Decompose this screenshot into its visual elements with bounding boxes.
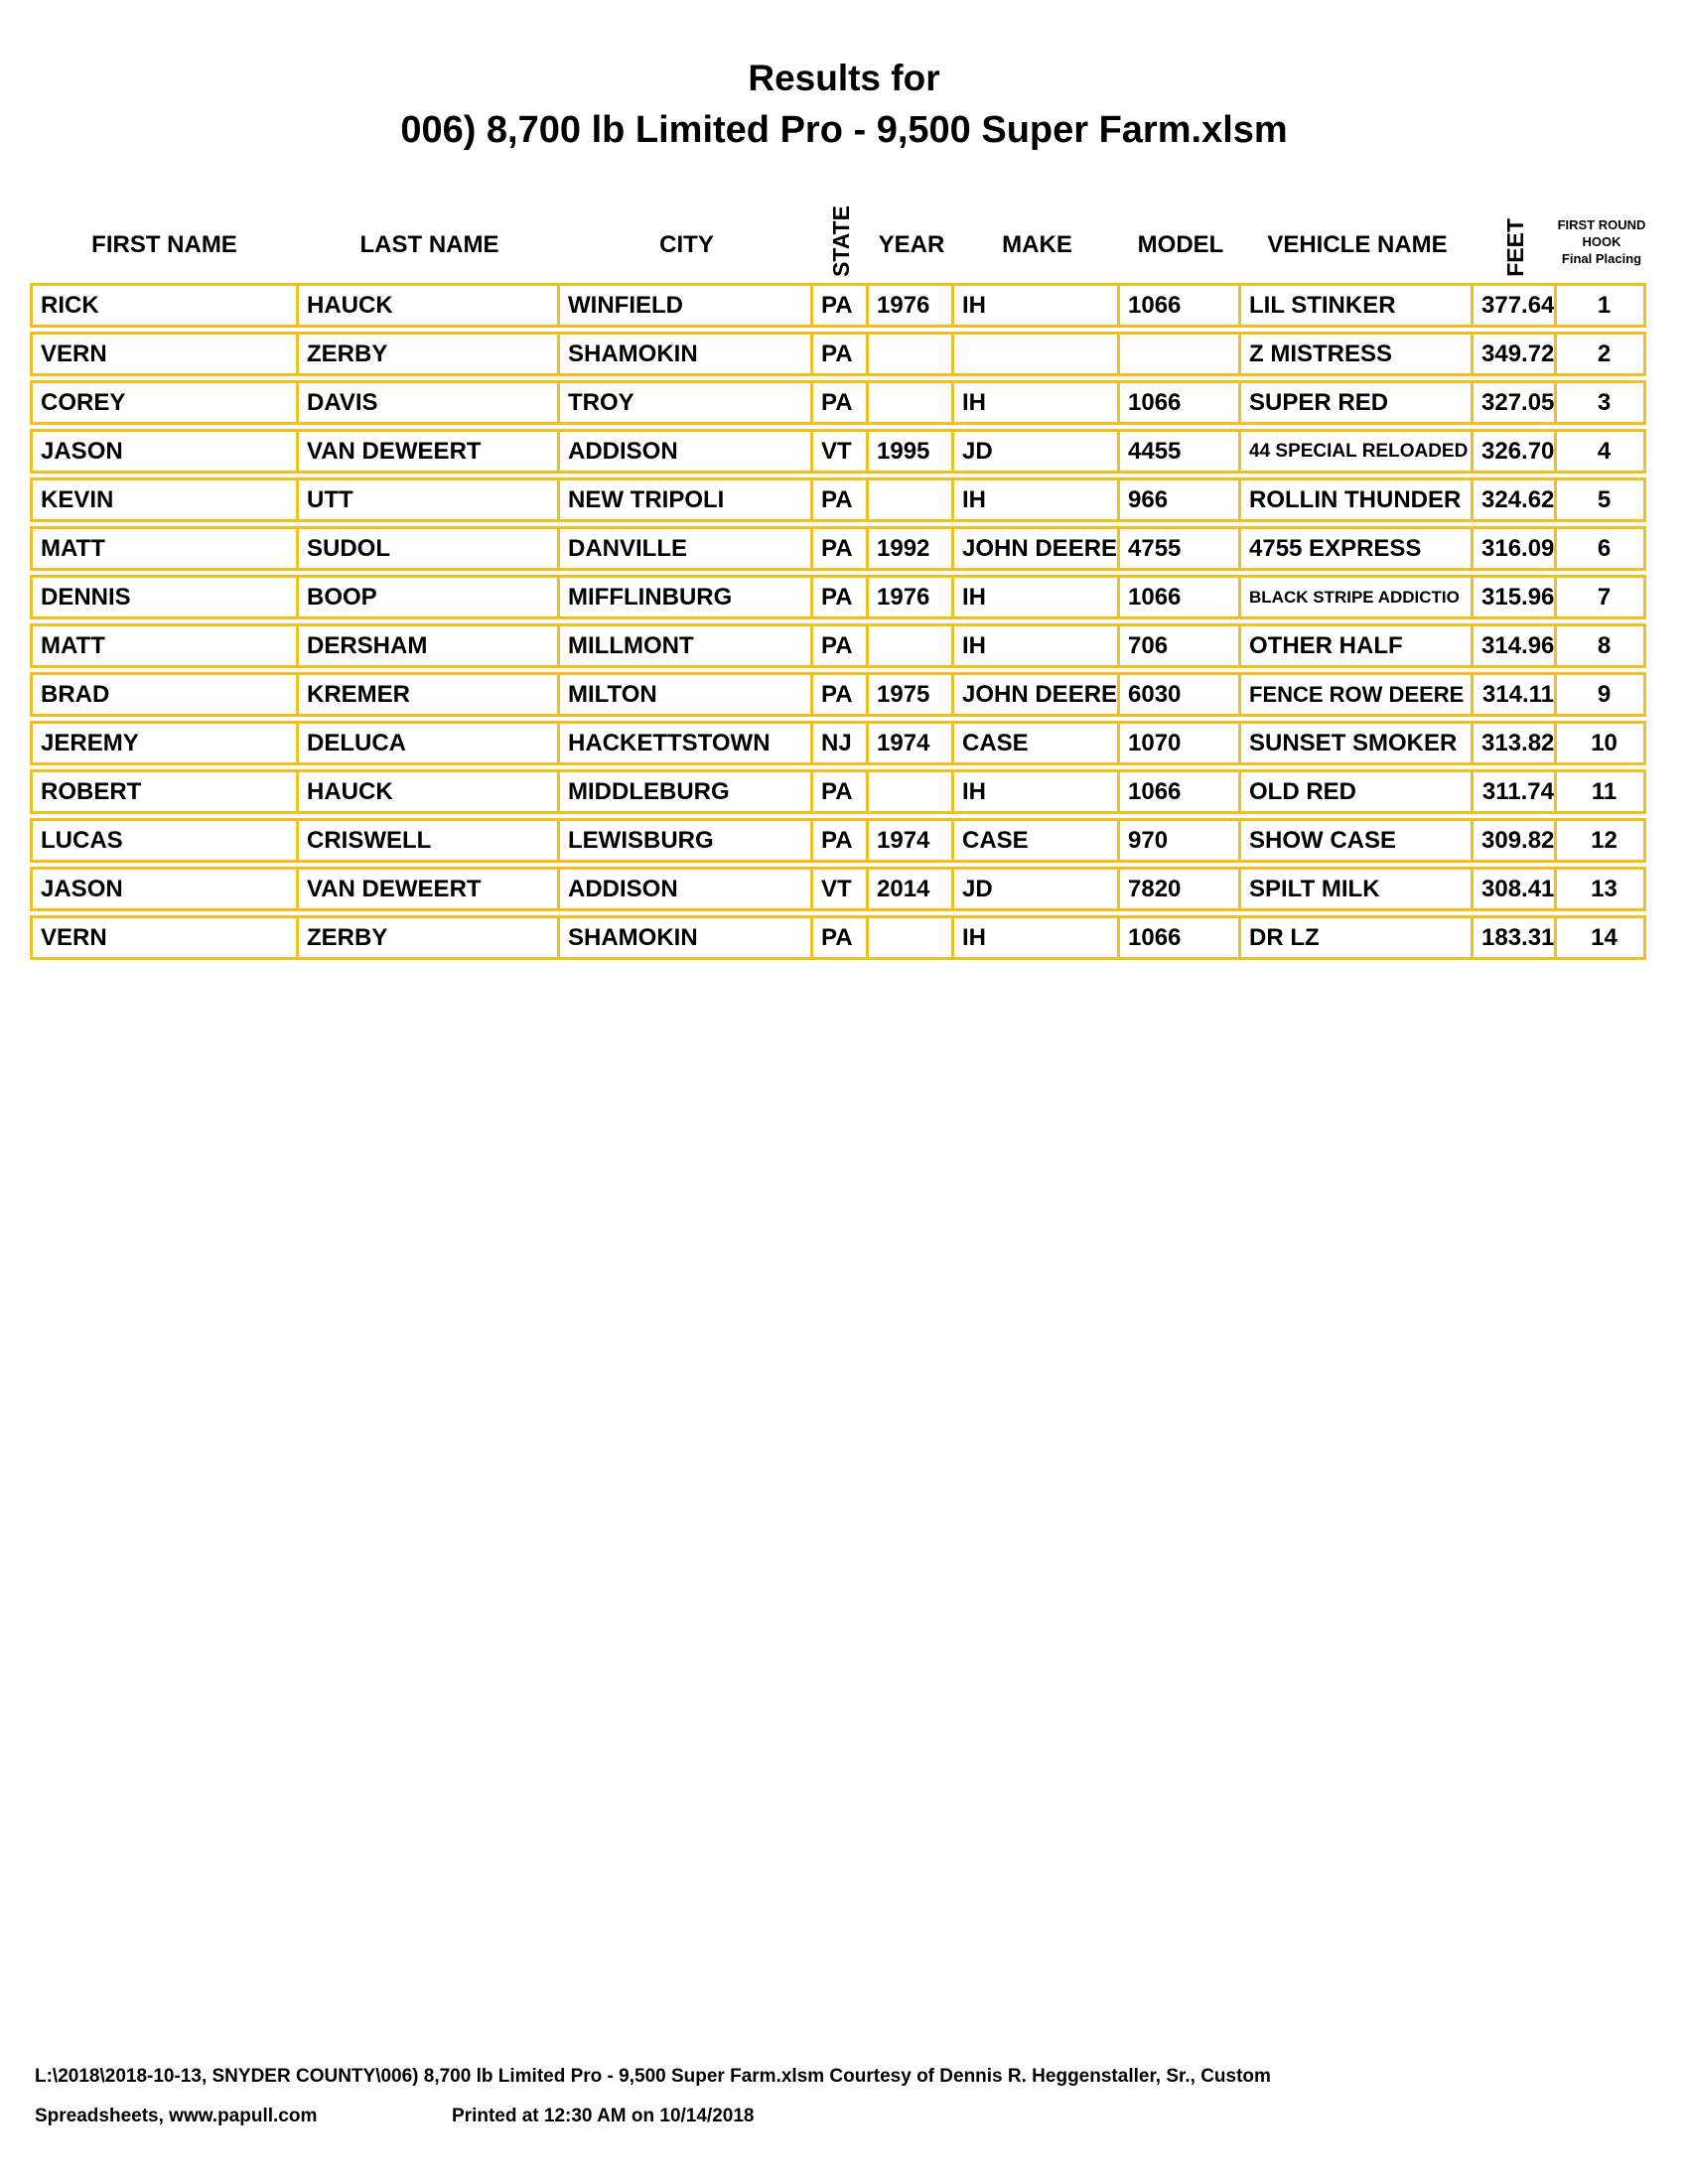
cell-placing: 1 bbox=[1557, 283, 1646, 328]
cell-first_name: JEREMY bbox=[30, 721, 299, 765]
cell-city: TROY bbox=[560, 380, 813, 425]
cell-city: ADDISON bbox=[560, 867, 813, 911]
cell-feet: 314.96 bbox=[1474, 623, 1557, 668]
cell-first_name: LUCAS bbox=[30, 818, 299, 863]
cell-feet: 183.31 bbox=[1474, 915, 1557, 960]
cell-year: 1995 bbox=[869, 429, 954, 474]
cell-make bbox=[954, 332, 1120, 376]
cell-feet: 324.62 bbox=[1474, 478, 1557, 522]
cell-year bbox=[869, 380, 954, 425]
cell-make: JD bbox=[954, 867, 1120, 911]
cell-first_name: JASON bbox=[30, 867, 299, 911]
cell-last_name: KREMER bbox=[299, 672, 560, 717]
cell-state: PA bbox=[813, 672, 869, 717]
table-row bbox=[30, 915, 1646, 960]
cell-model: 1070 bbox=[1120, 721, 1241, 765]
header-make bbox=[954, 231, 1120, 279]
table-row bbox=[30, 575, 1646, 619]
cell-first_name: COREY bbox=[30, 380, 299, 425]
page-footer bbox=[35, 2057, 1623, 2136]
header-label: LAST NAME bbox=[359, 231, 499, 258]
cell-city: WINFIELD bbox=[560, 283, 813, 328]
cell-last_name: DELUCA bbox=[299, 721, 560, 765]
cell-city: SHAMOKIN bbox=[560, 915, 813, 960]
cell-last_name: CRISWELL bbox=[299, 818, 560, 863]
cell-state: PA bbox=[813, 818, 869, 863]
cell-last_name: VAN DEWEERT bbox=[299, 429, 560, 474]
cell-feet: 309.82 bbox=[1474, 818, 1557, 863]
cell-year bbox=[869, 769, 954, 814]
cell-vehicle_name: 4755 EXPRESS bbox=[1241, 526, 1474, 571]
cell-state: PA bbox=[813, 526, 869, 571]
cell-model: 1066 bbox=[1120, 915, 1241, 960]
header-placing bbox=[1557, 216, 1646, 279]
cell-city: HACKETTSTOWN bbox=[560, 721, 813, 765]
cell-placing: 12 bbox=[1557, 818, 1646, 863]
cell-vehicle_name: OTHER HALF bbox=[1241, 623, 1474, 668]
cell-model: 4755 bbox=[1120, 526, 1241, 571]
header-year bbox=[869, 231, 954, 279]
header-label: CITY bbox=[659, 231, 714, 258]
cell-last_name: VAN DEWEERT bbox=[299, 867, 560, 911]
cell-make: IH bbox=[954, 478, 1120, 522]
cell-model bbox=[1120, 332, 1241, 376]
cell-vehicle_name: SUNSET SMOKER bbox=[1241, 721, 1474, 765]
header-first-name bbox=[30, 231, 299, 279]
cell-state: PA bbox=[813, 915, 869, 960]
cell-last_name: HAUCK bbox=[299, 283, 560, 328]
cell-first_name: ROBERT bbox=[30, 769, 299, 814]
cell-year: 2014 bbox=[869, 867, 954, 911]
cell-last_name: DAVIS bbox=[299, 380, 560, 425]
results-grid bbox=[30, 279, 1646, 964]
cell-feet: 311.74 bbox=[1474, 769, 1557, 814]
footer-path-line: L:\2018\2018-10-13, SNYDER COUNTY\006) 8,700 lb Limited Pro - 9,500 Super Farm.xlsm Courtesy of Dennis R. Heggenstaller, Sr., Custom bbox=[35, 2066, 1271, 2087]
cell-make: IH bbox=[954, 283, 1120, 328]
cell-vehicle_name: ROLLIN THUNDER bbox=[1241, 478, 1474, 522]
cell-first_name: BRAD bbox=[30, 672, 299, 717]
header-label: MAKE bbox=[1002, 231, 1072, 258]
table-row bbox=[30, 283, 1646, 328]
cell-first_name: MATT bbox=[30, 623, 299, 668]
cell-city: ADDISON bbox=[560, 429, 813, 474]
table-row bbox=[30, 818, 1646, 863]
header-label: MODEL bbox=[1137, 231, 1224, 258]
cell-city: MIFFLINBURG bbox=[560, 575, 813, 619]
cell-last_name: UTT bbox=[299, 478, 560, 522]
cell-vehicle_name: SUPER RED bbox=[1241, 380, 1474, 425]
cell-first_name: RICK bbox=[30, 283, 299, 328]
cell-feet: 308.41 bbox=[1474, 867, 1557, 911]
header-model bbox=[1120, 231, 1241, 279]
cell-city: LEWISBURG bbox=[560, 818, 813, 863]
cell-placing: 10 bbox=[1557, 721, 1646, 765]
cell-model: 6030 bbox=[1120, 672, 1241, 717]
page-subtitle: 006) 8,700 lb Limited Pro - 9,500 Super Farm.xlsm bbox=[400, 109, 1288, 151]
cell-feet: 314.11 bbox=[1474, 672, 1557, 717]
cell-year: 1976 bbox=[869, 575, 954, 619]
cell-make: CASE bbox=[954, 721, 1120, 765]
results-table bbox=[30, 189, 1646, 964]
cell-first_name: MATT bbox=[30, 526, 299, 571]
cell-year: 1974 bbox=[869, 818, 954, 863]
cell-state: PA bbox=[813, 769, 869, 814]
cell-last_name: ZERBY bbox=[299, 915, 560, 960]
cell-last_name: BOOP bbox=[299, 575, 560, 619]
cell-city: MILTON bbox=[560, 672, 813, 717]
cell-feet: 313.82 bbox=[1474, 721, 1557, 765]
cell-city: NEW TRIPOLI bbox=[560, 478, 813, 522]
cell-vehicle_name: Z MISTRESS bbox=[1241, 332, 1474, 376]
table-row bbox=[30, 623, 1646, 668]
table-row bbox=[30, 429, 1646, 474]
cell-feet: 327.05 bbox=[1474, 380, 1557, 425]
cell-placing: 3 bbox=[1557, 380, 1646, 425]
cell-model: 1066 bbox=[1120, 283, 1241, 328]
cell-state: VT bbox=[813, 867, 869, 911]
header-label: YEAR bbox=[878, 231, 945, 258]
cell-state: PA bbox=[813, 332, 869, 376]
cell-vehicle_name: FENCE ROW DEERE bbox=[1241, 672, 1474, 717]
cell-placing: 8 bbox=[1557, 623, 1646, 668]
cell-city: DANVILLE bbox=[560, 526, 813, 571]
cell-state: NJ bbox=[813, 721, 869, 765]
footer-website: Spreadsheets, www.papull.com bbox=[35, 2106, 318, 2126]
cell-vehicle_name: 44 SPECIAL RELOADED bbox=[1241, 429, 1474, 474]
cell-vehicle_name: DR LZ bbox=[1241, 915, 1474, 960]
cell-year bbox=[869, 332, 954, 376]
cell-year: 1974 bbox=[869, 721, 954, 765]
cell-make: IH bbox=[954, 575, 1120, 619]
cell-first_name: DENNIS bbox=[30, 575, 299, 619]
cell-city: SHAMOKIN bbox=[560, 332, 813, 376]
cell-vehicle_name: BLACK STRIPE ADDICTIO bbox=[1241, 575, 1474, 619]
cell-last_name: SUDOL bbox=[299, 526, 560, 571]
cell-make: IH bbox=[954, 623, 1120, 668]
cell-feet: 326.70 bbox=[1474, 429, 1557, 474]
cell-city: MIDDLEBURG bbox=[560, 769, 813, 814]
cell-make: IH bbox=[954, 380, 1120, 425]
cell-year bbox=[869, 915, 954, 960]
cell-model: 4455 bbox=[1120, 429, 1241, 474]
cell-model: 966 bbox=[1120, 478, 1241, 522]
cell-vehicle_name: SHOW CASE bbox=[1241, 818, 1474, 863]
header-state bbox=[813, 205, 869, 279]
cell-placing: 5 bbox=[1557, 478, 1646, 522]
cell-make: IH bbox=[954, 769, 1120, 814]
cell-vehicle_name: LIL STINKER bbox=[1241, 283, 1474, 328]
cell-make: JOHN DEERE bbox=[954, 526, 1120, 571]
table-row bbox=[30, 526, 1646, 571]
cell-state: PA bbox=[813, 380, 869, 425]
table-row bbox=[30, 867, 1646, 911]
header-placing-lines bbox=[1558, 216, 1646, 279]
header-feet bbox=[1474, 218, 1557, 279]
cell-last_name: HAUCK bbox=[299, 769, 560, 814]
cell-placing: 13 bbox=[1557, 867, 1646, 911]
cell-placing: 6 bbox=[1557, 526, 1646, 571]
table-row bbox=[30, 478, 1646, 522]
cell-first_name: VERN bbox=[30, 915, 299, 960]
cell-last_name: DERSHAM bbox=[299, 623, 560, 668]
header-vehicle-name bbox=[1241, 231, 1474, 279]
cell-model: 1066 bbox=[1120, 575, 1241, 619]
page-title: Results for bbox=[748, 58, 940, 98]
cell-state: PA bbox=[813, 478, 869, 522]
cell-first_name: VERN bbox=[30, 332, 299, 376]
cell-year: 1975 bbox=[869, 672, 954, 717]
cell-vehicle_name: SPILT MILK bbox=[1241, 867, 1474, 911]
cell-placing: 4 bbox=[1557, 429, 1646, 474]
table-row bbox=[30, 672, 1646, 717]
cell-year: 1992 bbox=[869, 526, 954, 571]
header-city bbox=[560, 231, 813, 279]
table-row bbox=[30, 769, 1646, 814]
cell-placing: 7 bbox=[1557, 575, 1646, 619]
header-label: Final Placing bbox=[1561, 251, 1642, 266]
cell-model: 1066 bbox=[1120, 769, 1241, 814]
header-label: FIRST NAME bbox=[91, 231, 237, 258]
table-row bbox=[30, 332, 1646, 376]
cell-state: PA bbox=[813, 623, 869, 668]
cell-year bbox=[869, 623, 954, 668]
cell-year: 1976 bbox=[869, 283, 954, 328]
cell-state: PA bbox=[813, 575, 869, 619]
cell-model: 706 bbox=[1120, 623, 1241, 668]
cell-model: 1066 bbox=[1120, 380, 1241, 425]
cell-year bbox=[869, 478, 954, 522]
cell-first_name: KEVIN bbox=[30, 478, 299, 522]
cell-placing: 11 bbox=[1557, 769, 1646, 814]
cell-vehicle_name: OLD RED bbox=[1241, 769, 1474, 814]
header-label-rotated: STATE bbox=[827, 205, 854, 277]
cell-placing: 2 bbox=[1557, 332, 1646, 376]
cell-last_name: ZERBY bbox=[299, 332, 560, 376]
table-row bbox=[30, 721, 1646, 765]
header-last-name bbox=[299, 231, 560, 279]
cell-model: 7820 bbox=[1120, 867, 1241, 911]
table-row bbox=[30, 380, 1646, 425]
cell-make: JOHN DEERE bbox=[954, 672, 1120, 717]
cell-model: 970 bbox=[1120, 818, 1241, 863]
cell-placing: 9 bbox=[1557, 672, 1646, 717]
header-label-rotated: FEET bbox=[1501, 218, 1528, 277]
cell-feet: 316.09 bbox=[1474, 526, 1557, 571]
header-label: HOOK bbox=[1582, 234, 1621, 249]
cell-feet: 349.72 bbox=[1474, 332, 1557, 376]
footer-second-line bbox=[35, 2097, 1623, 2136]
cell-feet: 315.96 bbox=[1474, 575, 1557, 619]
cell-city: MILLMONT bbox=[560, 623, 813, 668]
cell-state: PA bbox=[813, 283, 869, 328]
cell-feet: 377.64 bbox=[1474, 283, 1557, 328]
cell-placing: 14 bbox=[1557, 915, 1646, 960]
header-label: VEHICLE NAME bbox=[1267, 231, 1448, 258]
header-label: FIRST ROUND bbox=[1557, 217, 1646, 232]
cell-make: CASE bbox=[954, 818, 1120, 863]
table-header-row bbox=[30, 189, 1646, 279]
cell-state: VT bbox=[813, 429, 869, 474]
footer-printed-timestamp: Printed at 12:30 AM on 10/14/2018 bbox=[452, 2106, 755, 2126]
cell-make: IH bbox=[954, 915, 1120, 960]
cell-make: JD bbox=[954, 429, 1120, 474]
cell-first_name: JASON bbox=[30, 429, 299, 474]
